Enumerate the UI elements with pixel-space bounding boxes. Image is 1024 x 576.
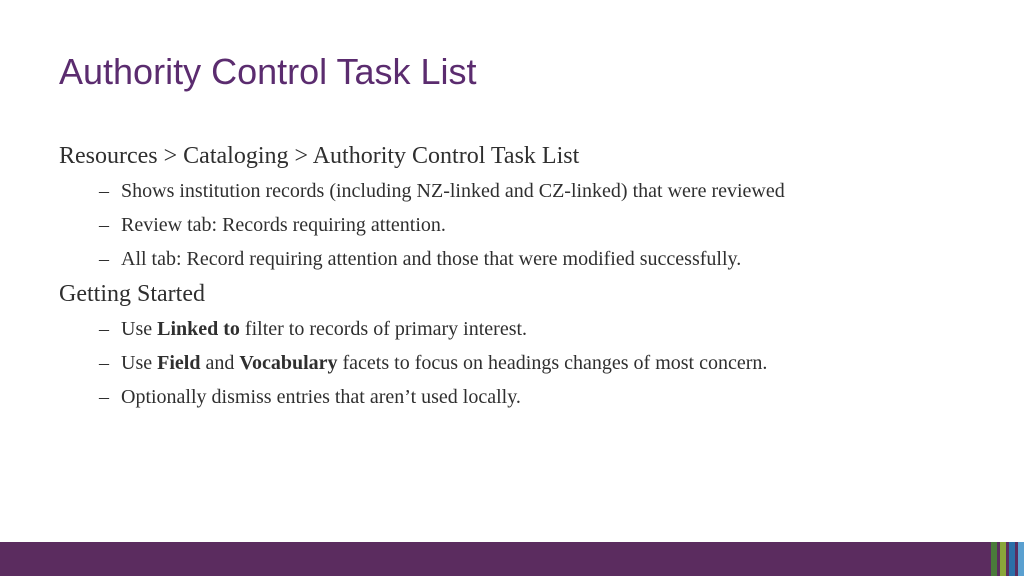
text-run: Use	[121, 318, 158, 340]
dash-marker: –	[99, 214, 109, 236]
logo-stripes	[991, 542, 1024, 576]
bold-term: Vocabulary	[239, 352, 338, 374]
dash-marker: –	[99, 318, 109, 340]
dash-marker: –	[99, 180, 109, 202]
bold-term: Field	[157, 352, 201, 374]
sub-bullet	[59, 380, 999, 414]
sub-bullet	[59, 174, 999, 208]
logo-stripe	[1009, 542, 1015, 576]
sub-bullet	[59, 312, 999, 346]
slide-title: Authority Control Task List	[59, 51, 477, 92]
text-run: filter to records of primary interest.	[239, 318, 528, 340]
dash-marker: –	[99, 248, 109, 270]
dash-marker: –	[99, 386, 109, 408]
sub-bullet-text: Optionally dismiss entries that aren’t used locally.	[121, 386, 521, 408]
bullet-resources-path: Resources > Cataloging > Authority Control Task List	[59, 143, 580, 169]
slide-body	[59, 138, 999, 414]
footer-bar	[0, 542, 1024, 576]
bold-term: Linked to	[157, 318, 240, 340]
sub-bullet-text	[121, 318, 527, 340]
sub-bullet	[59, 208, 999, 242]
sub-bullet	[59, 346, 999, 380]
logo-stripe	[1000, 542, 1006, 576]
sub-bullet-text: All tab: Record requiring attention and those that were modified successfully.	[121, 248, 742, 270]
bullet-getting-started: Getting Started	[59, 281, 205, 307]
text-run: and	[200, 352, 240, 374]
text-run: Use	[121, 352, 158, 374]
sub-bullet-text: Review tab: Records requiring attention.	[121, 214, 446, 236]
dash-marker: –	[99, 352, 109, 374]
sub-bullet-text	[121, 352, 767, 374]
sub-bullet-text: Shows institution records (including NZ-linked and CZ-linked) that were reviewed	[121, 180, 785, 202]
logo-stripe	[1018, 542, 1024, 576]
logo-stripe	[991, 542, 997, 576]
sub-bullet	[59, 242, 999, 276]
text-run: facets to focus on headings changes of most concern.	[337, 352, 768, 374]
